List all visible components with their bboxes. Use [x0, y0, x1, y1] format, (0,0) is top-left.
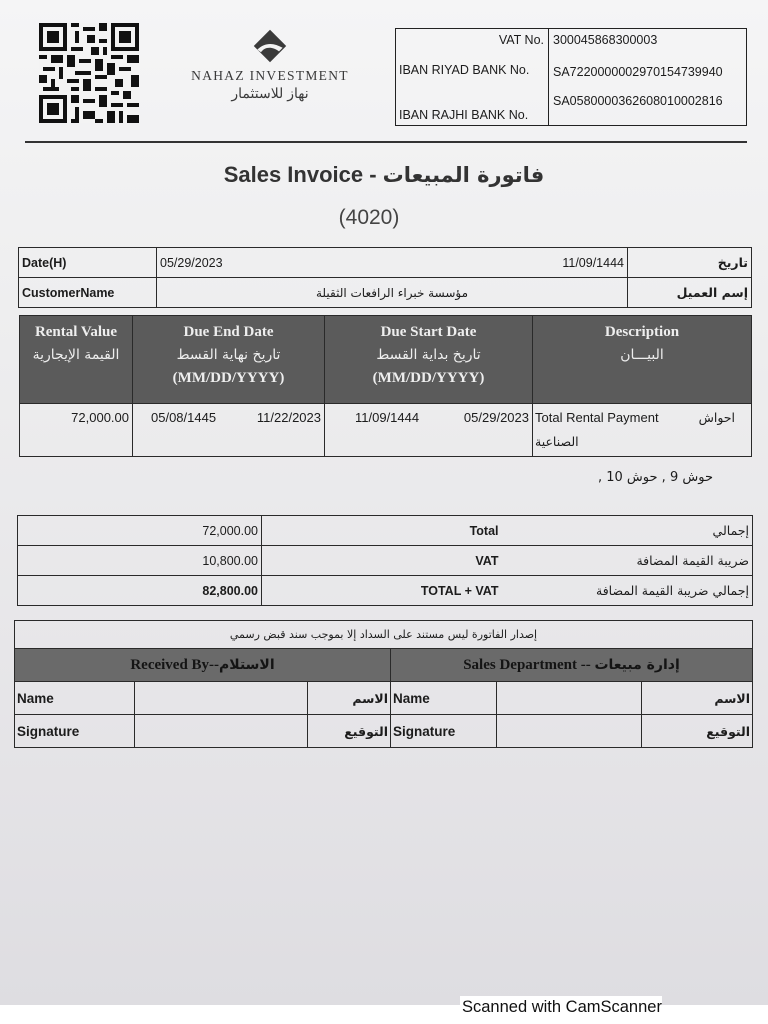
header-divider — [25, 141, 747, 143]
items-header-row — [20, 316, 752, 404]
col-due-start-date-en: Due Start Date — [380, 324, 477, 340]
col-description-en: Description — [604, 324, 680, 340]
due-end-hijri: 05/08/1445 — [151, 410, 217, 425]
iban-riyad-value: SA7220000002970154739940 — [553, 65, 723, 79]
grand-total-label-en: TOTAL + VAT — [262, 576, 502, 606]
received-name-label-en: Name — [15, 682, 135, 715]
signatures-table — [14, 620, 753, 748]
signature-row — [15, 715, 753, 748]
total-row — [18, 516, 753, 546]
col-rental-value — [20, 316, 133, 404]
received-name-field[interactable] — [135, 682, 308, 715]
grand-total-row — [18, 576, 753, 606]
col-due-start-date-format: (MM/DD/YYYY) — [372, 370, 485, 386]
col-due-end-date-ar: تاريخ نهاية القسط — [176, 347, 281, 363]
sales-dept-en: Sales Department -- — [463, 656, 595, 673]
rental-value-cell: 72,000.00 — [20, 404, 133, 457]
sales-signature-label-en: Signature — [391, 715, 497, 748]
invoice-number: (4020) — [338, 206, 400, 229]
col-description — [533, 316, 752, 404]
col-rental-value-en: Rental Value — [34, 324, 118, 340]
total-label-en: Total — [262, 516, 502, 546]
customer-label-ar: إسم العميل — [628, 278, 752, 308]
total-label-ar: إجمالي — [502, 516, 753, 546]
description-en: Total Rental Payment — [535, 410, 659, 425]
vat-number: 300045868300003 — [553, 33, 658, 47]
iban-rajhi-label: IBAN RAJHI BANK No. — [399, 108, 529, 122]
sales-dept-ar: إدارة مبيعات — [594, 656, 680, 673]
vat-value: 10,800.00 — [18, 546, 262, 576]
customer-row — [19, 278, 752, 308]
received-signature-label-en: Signature — [15, 715, 135, 748]
received-signature-field[interactable] — [135, 715, 308, 748]
date-hijri: 11/09/1444 — [398, 248, 628, 278]
qr-code-icon — [37, 23, 141, 123]
grand-total-value: 82,800.00 — [18, 576, 262, 606]
table-row — [20, 404, 752, 457]
bank-info-box — [395, 28, 747, 126]
date-gregorian: 05/29/2023 — [157, 248, 398, 278]
col-due-end-date-en: Due End Date — [183, 324, 274, 340]
invoice-info-table — [18, 247, 752, 308]
date-row — [19, 248, 752, 278]
sales-signature-label-ar: التوقيع — [642, 715, 753, 748]
due-start-date-cell — [325, 404, 533, 457]
description-continuation: حوش 9 , حوش 10 , — [597, 470, 713, 485]
iban-rajhi-value: SA0580000362608010002816 — [553, 94, 723, 108]
col-description-ar: البيـــان — [620, 347, 664, 363]
received-signature-label-ar: التوقيع — [308, 715, 391, 748]
customer-name: مؤسسة خبراء الرافعات الثقيلة — [157, 278, 628, 308]
due-start-gregorian: 05/29/2023 — [463, 410, 529, 425]
due-start-hijri: 11/09/1444 — [355, 410, 420, 425]
received-by-header — [15, 649, 391, 682]
customer-label-en: CustomerName — [19, 278, 157, 308]
col-due-end-date — [133, 316, 325, 404]
vat-label-ar: ضريبة القيمة المضافة — [502, 546, 753, 576]
description-cell — [533, 404, 752, 457]
title-en: Sales Invoice - — [223, 162, 383, 187]
col-due-end-date-format: (MM/DD/YYYY) — [172, 370, 285, 386]
received-by-en: Received By-- — [130, 656, 220, 673]
due-end-date-cell — [133, 404, 325, 457]
total-value: 72,000.00 — [18, 516, 262, 546]
col-due-start-date-ar: تاريخ بداية القسط — [376, 347, 481, 363]
section-header-row — [15, 649, 753, 682]
vat-label-en: VAT — [262, 546, 502, 576]
title-ar: فاتورة المبيعات — [382, 163, 545, 187]
name-row — [15, 682, 753, 715]
received-name-label-ar: الاسم — [308, 682, 391, 715]
sales-department-header — [391, 649, 753, 682]
scanner-watermark: Scanned with CamScanner — [462, 998, 662, 1016]
due-end-gregorian: 11/22/2023 — [256, 410, 321, 425]
received-by-ar: الاستلام — [219, 656, 275, 673]
description-ar-line1: احواش — [698, 410, 735, 425]
diamond-wave-logo-icon — [252, 28, 288, 64]
grand-total-label-ar: إجمالي ضريبة القيمة المضافة — [502, 576, 753, 606]
company-name-ar: نهاز للاستثمار — [231, 85, 309, 101]
line-items-table — [19, 315, 752, 457]
payment-notice: إصدار الفاتورة ليس مستند على السداد إلا بموجب سند قبض رسمي — [15, 621, 753, 649]
col-due-start-date — [325, 316, 533, 404]
sales-name-label-ar: الاسم — [642, 682, 753, 715]
totals-table — [17, 515, 753, 606]
sales-name-field[interactable] — [497, 682, 642, 715]
vat-row — [18, 546, 753, 576]
vat-label: VAT No. — [498, 33, 544, 47]
company-name-en: NAHAZ INVESTMENT — [191, 68, 349, 83]
date-label-ar: تاريخ — [628, 248, 752, 278]
page-title — [0, 162, 768, 188]
description-ar-line2: الصناعية — [535, 434, 579, 449]
company-logo — [190, 28, 350, 102]
col-rental-value-ar: القيمة الإيجارية — [32, 347, 120, 363]
sales-name-label-en: Name — [391, 682, 497, 715]
sales-signature-field[interactable] — [497, 715, 642, 748]
date-label-en: Date(H) — [19, 248, 157, 278]
iban-riyad-label: IBAN RIYAD BANK No. — [399, 63, 530, 77]
